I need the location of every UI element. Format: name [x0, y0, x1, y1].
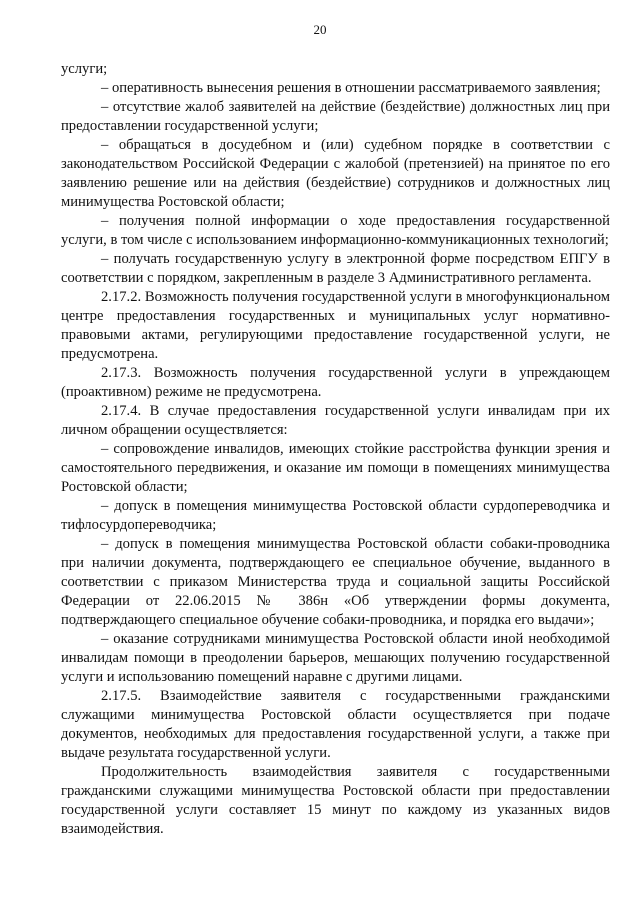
page-number: 20: [313, 22, 327, 37]
paragraph-continuation: услуги;: [61, 61, 108, 77]
list-item-escort: – сопровождение инвалидов, имеющих стойкие расстройства функции зрения и самостоятельного передвижения, и оказание им помощи в помещениях минимущества Ростовской области;: [61, 441, 610, 495]
page-body: [61, 60, 610, 839]
list-item-assistance: – оказание сотрудниками минимущества Ростовской области иной необходимой инвалидам помощи в преодолении барьеров, мешающих получению государственной услуги и использованию помещений наравне с другими лицами.: [61, 631, 610, 685]
clause-2-17-3: 2.17.3. Возможность получения государственной услуги в упреждающем (проактивном) режиме не предусмотрена.: [61, 365, 610, 400]
list-item-appeal-right: – обращаться в досудебном и (или) судебном порядке в соответствии с законодательством Российской Федерации с жалобой (претензией) на принятое по его заявлению решение или на действия (бездействие) сотрудников и должностных лиц минимущества Ростовской области;: [61, 137, 610, 210]
list-item-no-complaints: – отсутствие жалоб заявителей на действие (бездействие) должностных лиц при предоставлении государственной услуги;: [61, 99, 610, 134]
list-item-guide-dog: – допуск в помещения минимущества Ростовской области собаки-проводника при наличии документа, подтверждающего ее специальное обучение, выданного в соответствии с приказом Министерства труда и социальной защиты Российской Федерации от 22.06.2015 № 386н «Об утверждении формы документа, подтверждающего специальное обучение собаки-проводника, и порядка его выдачи»;: [61, 536, 610, 628]
list-item-sign-interpreter: – допуск в помещения минимущества Ростовской области сурдопереводчика и тифлосурдопереводчика;: [61, 498, 610, 533]
clause-2-17-4: 2.17.4. В случае предоставления государственной услуги инвалидам при их личном обращении осуществляется:: [61, 403, 610, 438]
paragraph-duration: Продолжительность взаимодействия заявителя с государственными гражданскими служащими минимущества Ростовской области при предоставлении государственной услуги составляет 15 минут по каждому из указанных видов взаимодействия.: [61, 764, 610, 837]
list-item-decision-speed: – оперативность вынесения решения в отношении рассматриваемого заявления;: [101, 80, 601, 96]
list-item-full-information: – получения полной информации о ходе предоставления государственной услуги, в том числе с использованием информационно-коммуникационных технологий;: [61, 213, 610, 248]
list-item-electronic-form: – получать государственную услугу в электронной форме посредством ЕПГУ в соответствии с порядком, закрепленным в разделе 3 Административного регламента.: [61, 251, 610, 286]
clause-2-17-2: 2.17.2. Возможность получения государственной услуги в многофункциональном центре предоставления государственных и муниципальных услуг нормативно-правовыми актами, регулирующими предоставление государственной услуги, не предусмотрена.: [61, 289, 610, 362]
clause-2-17-5: 2.17.5. Взаимодействие заявителя с государственными гражданскими служащими минимущества Ростовской области осуществляется при подаче документов, необходимых для предоставления государственной услуги, а также при выдаче результата государственной услуги.: [61, 688, 610, 761]
